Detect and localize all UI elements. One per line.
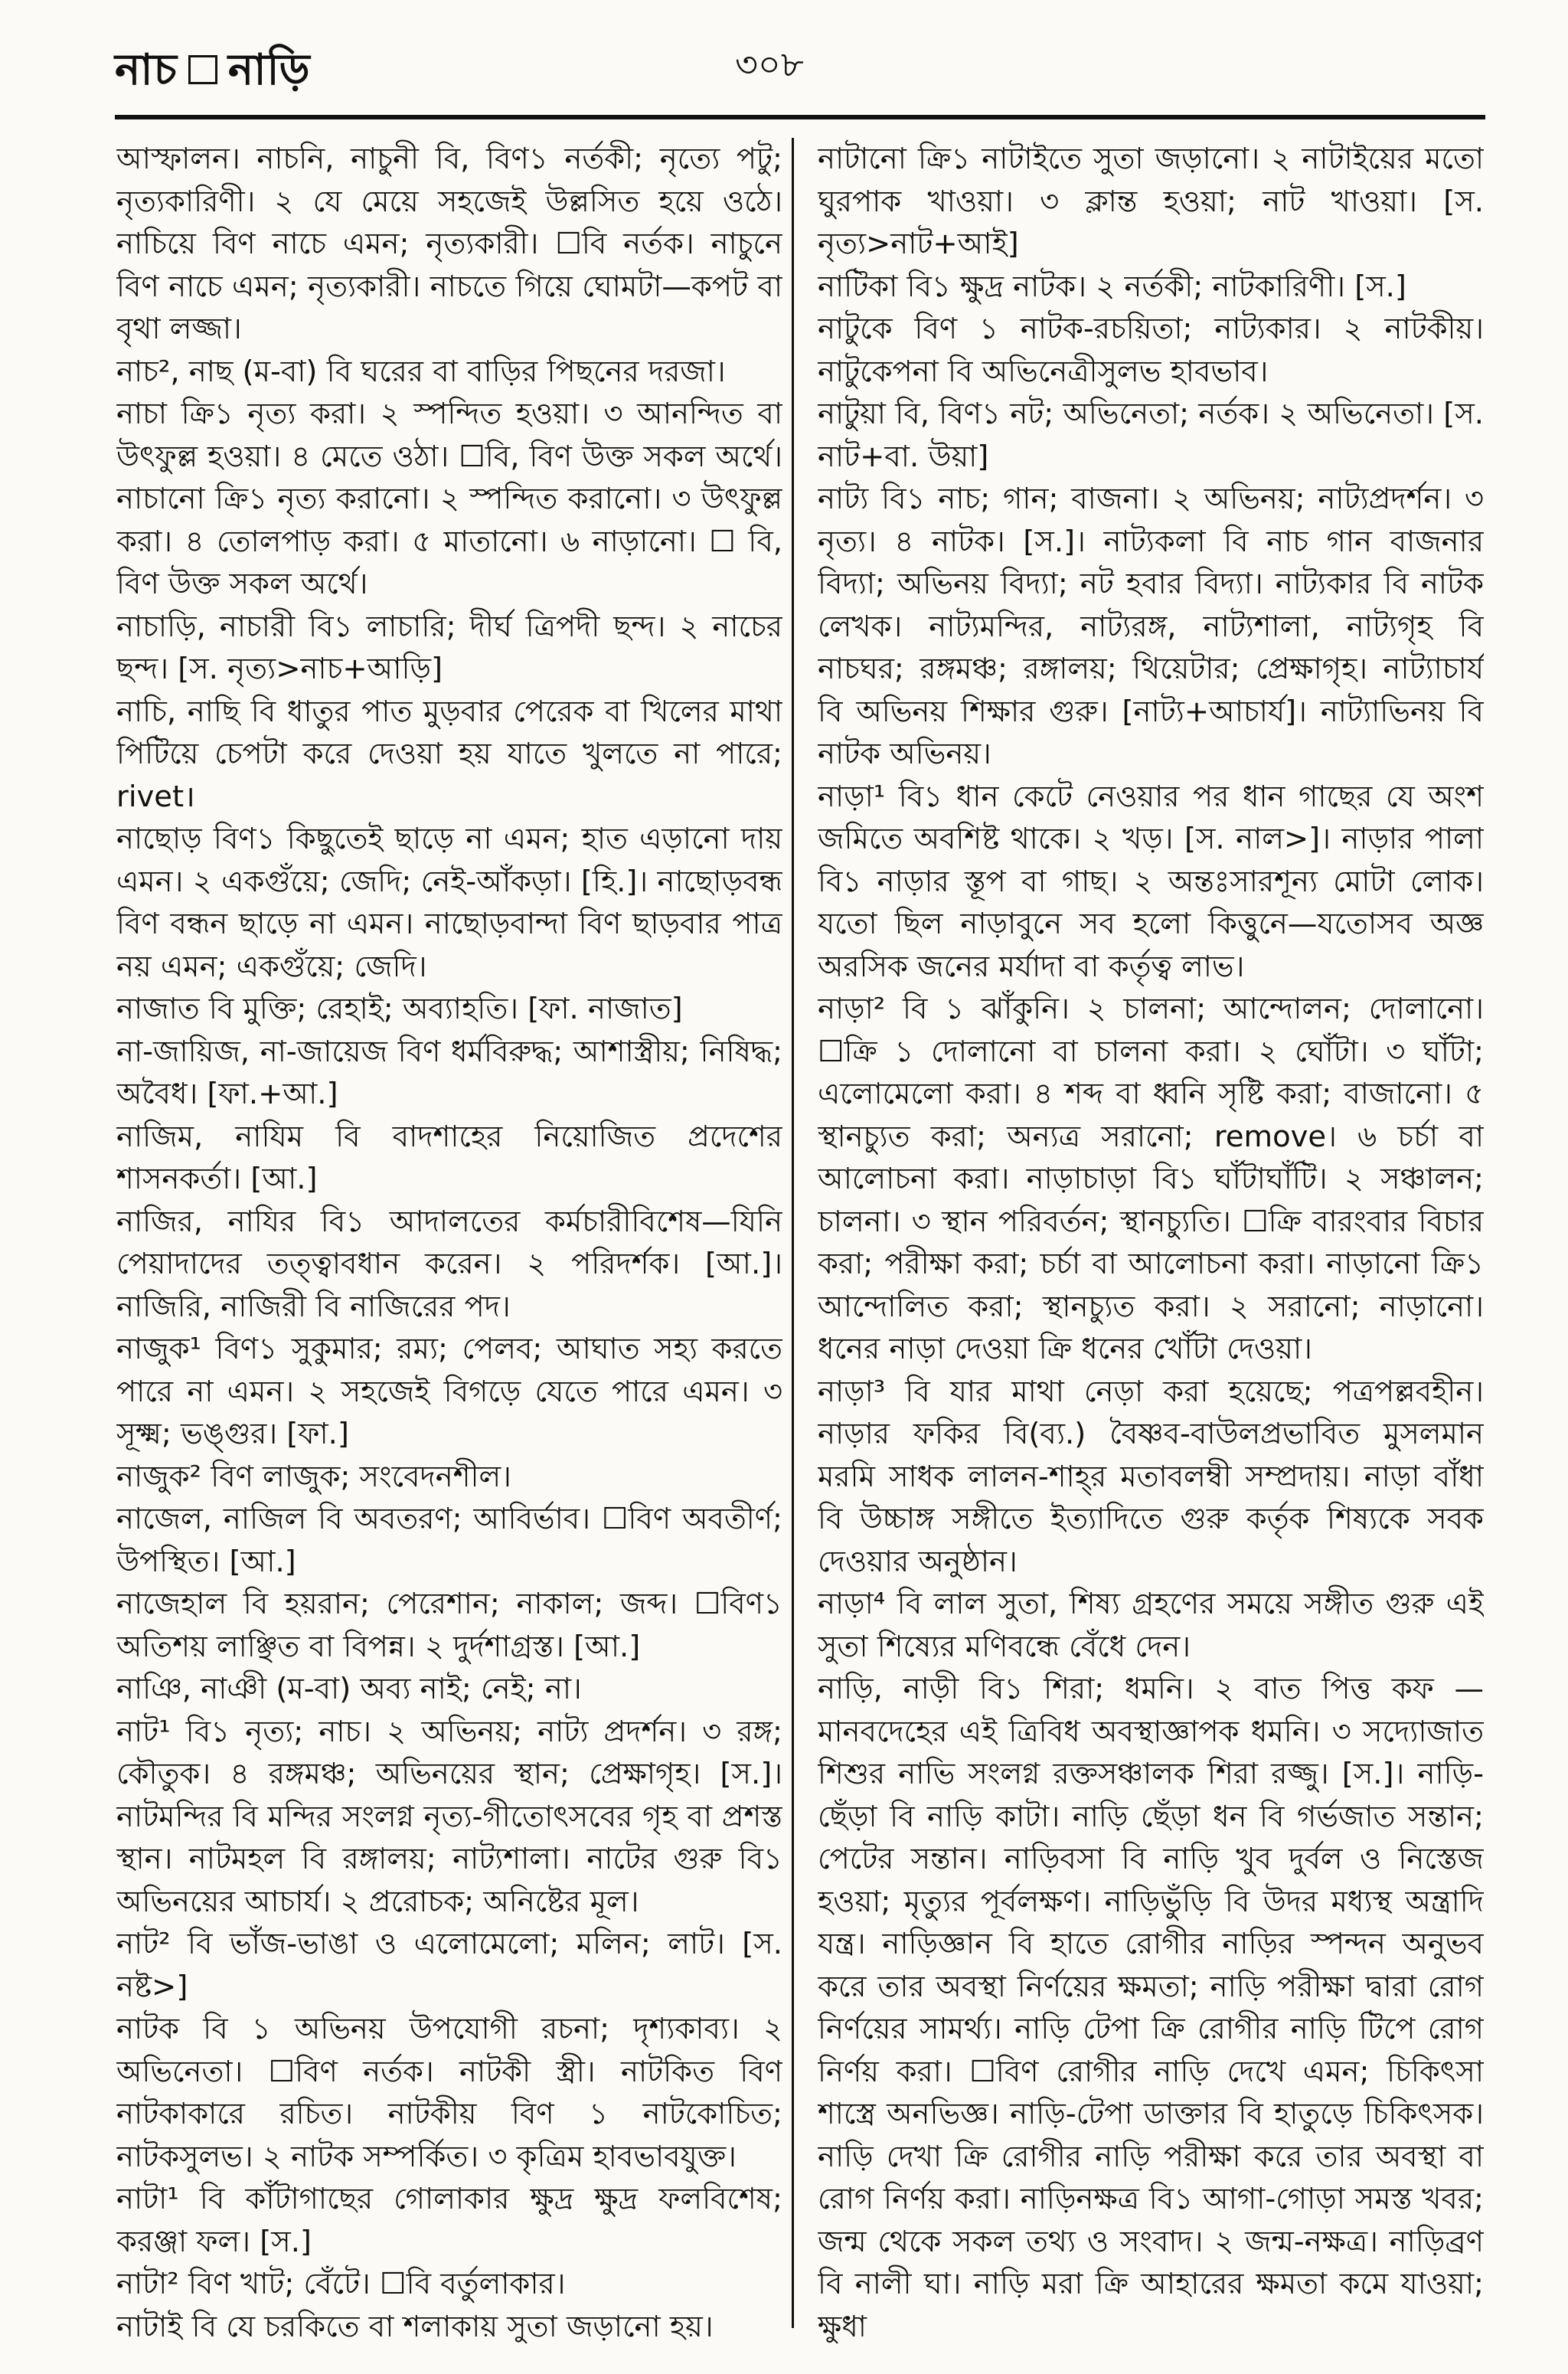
- entry: নাড়া⁴ বি লাল সুতা, শিষ্য গ্রহণের সময়ে সঙ্গীত গুরু এই সুতা শিষ্যের মণিবন্ধে বেঁধে দেন।: [818, 1587, 1484, 1664]
- square-separator-icon: [188, 55, 217, 84]
- entry: নাজুক² বিণ লাজুক; সংবেদনশীল।: [116, 1459, 511, 1494]
- column-divider: [792, 138, 794, 2328]
- entry: নাড়া³ বি যার মাথা নেড়া করা হয়েছে; পত্রপল্লবহীন। নাড়ার ফকির বি(ব্য.) বৈষ্ণব-বাউলপ্রভাবিত মুসলমান মরমি সাধক লালন-শাহ্‌র মতাবলম্বী সম্প্রদায়। নাড়া বাঁধা বি উচ্চাঙ্গ সঙ্গীতে ইত্যাদিতে গুরু কর্তৃক শিষ্যকে সবক দেওয়ার অনুষ্ঠান।: [818, 1374, 1484, 1579]
- page-number: ৩০৮: [735, 44, 804, 85]
- entry: নাটা¹ বি কাঁটাগাছের গোলাকার ক্ষুদ্র ক্ষুদ্র ফলবিশেষ; করঞ্জা ফল। [স.]: [116, 2182, 782, 2259]
- entry: নাজেল, নাজিল বি অবতরণ; আবির্ভাব। ☐বিণ অবতীর্ণ; উপস্থিত। [আ.]: [116, 1502, 782, 1579]
- entry: নাজাত বি মুক্তি; রেহাই; অব্যাহতি। [ফা. নাজাত]: [116, 992, 683, 1026]
- entry: নাটিকা বি১ ক্ষুদ্র নাটক। ২ নর্তকী; নাটকারিণী। [স.]: [818, 269, 1406, 304]
- entry: নাটুকে বিণ ১ নাটক-রচয়িতা; নাট্যকার। ২ নাটকীয়। নাটুকেপনা বি অভিনেত্রীসুলভ হাবভাব।: [818, 312, 1484, 389]
- entry: নাটাই বি যে চরকিতে বা শলাকায় সুতা জড়ানো হয়।: [116, 2309, 714, 2343]
- entry: নাটুয়া বি, বিণ১ নট; অভিনেতা; নর্তক। ২ অভিনেতা। [স. নাট+বা. উয়া]: [818, 397, 1484, 474]
- page-header: [115, 15, 1485, 107]
- running-head: [115, 37, 311, 109]
- entry: নাট² বি ভাঁজ-ভাঙা ও এলোমেলো; মলিন; লাট। [স. নষ্ট>]: [116, 1927, 782, 2004]
- entry: নাঞি, নাঞী (ম-বা) অব্য নাই; নেই; না।: [116, 1672, 582, 1706]
- header-rule: [115, 115, 1485, 119]
- entry: নাটানো ক্রি১ নাটাইতে সুতা জড়ানো। ২ নাটাইয়ের মতো ঘুরপাক খাওয়া। ৩ ক্লান্ত হওয়া; নাট খাওয়া। [স. নৃত্য>নাট+আই]: [818, 142, 1484, 261]
- entry: নাট্য বি১ নাচ; গান; বাজনা। ২ অভিনয়; নাট্যপ্রদর্শন। ৩ নৃত্য। ৪ নাটক। [স.]। নাট্যকলা বি নাচ গান বাজনার বিদ্যা; অভিনয় বিদ্যা; নট হবার বিদ্যা। নাট্যকার বি নাটক লেখক। নাট্যমন্দির, নাট্যরঙ্গ, নাট্যশালা, নাট্যগৃহ বি নাচঘর; রঙ্গমঞ্চ; রঙ্গালয়; থিয়েটার; প্রেক্ষাগৃহ। নাট্যাচার্য বি অভিনয় শিক্ষার গুরু। [নাট্য+আচার্য]। নাট্যাভিনয় বি নাটক অভিনয়।: [818, 482, 1484, 771]
- entry: নাটা² বিণ খাট; বেঁটে। ☐বি বর্তুলাকার।: [116, 2267, 566, 2301]
- entry: নাচি, নাছি বি ধাতুর পাত মুড়বার পেরেক বা খিলের মাথা পিটিয়ে চেপটা করে দেওয়া হয় যাতে খুলতে না পারে; rivet।: [116, 694, 782, 814]
- entry: নাটক বি ১ অভিনয় উপযোগী রচনা; দৃশ্যকাব্য। ২ অভিনেতা। ☐বিণ নর্তক। নাটকী স্ত্রী। নাটকিত বিণ নাটকাকারে রচিত। নাটকীয় বিণ ১ নাটকোচিত; নাটকসুলভ। ২ নাটক সম্পর্কিত। ৩ কৃত্রিম হাবভাবযুক্ত।: [116, 2012, 782, 2174]
- entry: নাজুক¹ বিণ১ সুকুমার; রম্য; পেলব; আঘাত সহ্য করতে পারে না এমন। ২ সহজেই বিগড়ে যেতে পারে এমন। ৩ সূক্ষ্ম; ভঙ্গুর। [ফা.]: [116, 1332, 782, 1451]
- entry: নাচাড়ি, নাচারী বি১ লাচারি; দীর্ঘ ত্রিপদী ছন্দ। ২ নাচের ছন্দ। [স. নৃত্য>নাচ+আড়ি]: [116, 609, 782, 686]
- entry: না-জায়িজ, না-জায়েজ বিণ ধর্মবিরুদ্ধ; আশাস্ত্রীয়; নিষিদ্ধ; অবৈধ। [ফা.+আ.]: [116, 1034, 782, 1111]
- entry: নাড়া¹ বি১ ধান কেটে নেওয়ার পর ধান গাছের যে অংশ জমিতে অবশিষ্ট থাকে। ২ খড়। [স. নাল>]। নাড়ার পালা বি১ নাড়ার স্তূপ বা গাছ। ২ অন্তঃসারশূন্য মোটা লোক। যতো ছিল নাড়াবুনে সব হলো কিত্তুনে—যতোসব অজ্ঞ অরসিক জনের মর্যাদা বা কর্তৃত্ব লাভ।: [818, 779, 1484, 984]
- entry: নাজিম, নাযিম বি বাদশাহের নিয়োজিত প্রদেশের শাসনকর্তা। [আ.]: [116, 1119, 782, 1196]
- entry: নাড়া² বি ১ ঝাঁকুনি। ২ চালনা; আন্দোলন; দোলানো। ☐ক্রি ১ দোলানো বা চালনা করা। ২ ঘোঁটা। ৩ ঘাঁটা; এলোমেলো করা। ৪ শব্দ বা ধ্বনি সৃষ্টি করা; বাজানো। ৫ স্থানচ্যুত করা; অন্যত্র সরানো; remove। ৬ চর্চা বা আলোচনা করা। নাড়াচাড়া বি১ ঘাঁটাঘাঁটি। ২ সঞ্চালন; চালনা। ৩ স্থান পরিবর্তন; স্থানচ্যুতি। ☐ক্রি বারংবার বিচার করা; পরীক্ষা করা; চর্চা বা আলোচনা করা। নাড়ানো ক্রি১ আন্দোলিত করা; স্থানচ্যুত করা। ২ সরানো; নাড়ানো। ধনের নাড়া দেওয়া ক্রি ধনের খোঁটা দেওয়া।: [818, 992, 1484, 1366]
- entry: নাট¹ বি১ নৃত্য; নাচ। ২ অভিনয়; নাট্য প্রদর্শন। ৩ রঙ্গ; কৌতুক। ৪ রঙ্গমঞ্চ; অভিনয়ের স্থান; প্রেক্ষাগৃহ। [স.]। নাটমন্দির বি মন্দির সংলগ্ন নৃত্য-গীতোৎসবের গৃহ বা প্রশস্ত স্থান। নাটমহল বি রঙ্গালয়; নাট্যশালা। নাটের গুরু বি১ অভিনয়ের আচার্য। ২ প্ররোচক; অনিষ্টের মূল।: [116, 1714, 782, 1919]
- guide-word-right: নাড়ি: [227, 45, 311, 95]
- guide-word-left: নাচ: [115, 45, 178, 95]
- column-left: [116, 138, 782, 2343]
- column-right: [818, 138, 1484, 2343]
- entry: নাছোড় বিণ১ কিছুতেই ছাড়ে না এমন; হাত এড়ানো দায় এমন। ২ একগুঁয়ে; জেদি; নেই-আঁকড়া। [হি.]। নাছোড়বন্ধ বিণ বন্ধন ছাড়ে না এমন। নাছোড়বান্দা বিণ ছাড়বার পাত্র নয় এমন; একগুঁয়ে; জেদি।: [116, 822, 782, 984]
- entry: নাজেহাল বি হয়রান; পেরেশান; নাকাল; জব্দ। ☐বিণ১ অতিশয় লাঞ্ছিত বা বিপন্ন। ২ দুর্দশাগ্রস্ত। [আ.]: [116, 1587, 782, 1664]
- entry: নাজির, নাযির বি১ আদালতের কর্মচারীবিশেষ—যিনি পেয়াদাদের তত্ত্বাবধান করেন। ২ পরিদর্শক। [আ.]। নাজিরি, নাজিরী বি নাজিরের পদ।: [116, 1204, 782, 1324]
- entry: নাচা ক্রি১ নৃত্য করা। ২ স্পন্দিত হওয়া। ৩ আনন্দিত বা উৎফুল্ল হওয়া। ৪ মেতে ওঠা। ☐বি, বিণ উক্ত সকল অর্থে। নাচানো ক্রি১ নৃত্য করানো। ২ স্পন্দিত করানো। ৩ উৎফুল্ল করা। ৪ তোলপাড় করা। ৫ মাতানো। ৬ নাড়ানো। ☐ বি, বিণ উক্ত সকল অর্থে।: [116, 397, 782, 601]
- entry: নাড়ি, নাড়ী বি১ শিরা; ধমনি। ২ বাত পিত্ত কফ — মানবদেহের এই ত্রিবিধ অবস্থাজ্ঞাপক ধমনি। ৩ সদ্যোজাত শিশুর নাভি সংলগ্ন রক্তসঞ্চালক শিরা রজ্জু। [স.]। নাড়ি-ছেঁড়া বি নাড়ি কাটা। নাড়ি ছেঁড়া ধন বি গর্ভজাত সন্তান; পেটের সন্তান। নাড়িবসা বি নাড়ি খুব দুর্বল ও নিস্তেজ হওয়া; মৃত্যুর পূর্বলক্ষণ। নাড়িভুঁড়ি বি উদর মধ্যস্থ অন্ত্রাদি যন্ত্র। নাড়িজ্ঞান বি হাতে রোগীর নাড়ির স্পন্দন অনুভব করে তার অবস্থা নির্ণয়ের ক্ষমতা; নাড়ি পরীক্ষা দ্বারা রোগ নির্ণয়ের সামর্থ্য। নাড়ি টেপা ক্রি রোগীর নাড়ি টিপে রোগ নির্ণয় করা। ☐বিণ রোগীর নাড়ি দেখে এমন; চিকিৎসা শাস্ত্রে অনভিজ্ঞ। নাড়ি-টেপা ডাক্তার বি হাতুড়ে চিকিৎসক। নাড়ি দেখা ক্রি রোগীর নাড়ি পরীক্ষা করে তার অবস্থা বা রোগ নির্ণয় করা। নাড়িনক্ষত্র বি১ আগা-গোড়া সমস্ত খবর; জন্ম থেকে সকল তথ্য ও সংবাদ। ২ জন্ম-নক্ষত্র। নাড়িব্রণ বি নালী ঘা। নাড়ি মরা ক্রি আহারের ক্ষমতা কমে যাওয়া; ক্ষুধা: [818, 1672, 1484, 2343]
- entry: নাচ², নাছ (ম-বা) বি ঘরের বা বাড়ির পিছনের দরজা।: [116, 354, 726, 389]
- entry: আস্ফালন। নাচনি, নাচুনী বি, বিণ১ নর্তকী; নৃত্যে পটু; নৃত্যকারিণী। ২ যে মেয়ে সহজেই উল্লসিত হয়ে ওঠে। নাচিয়ে বিণ নাচে এমন; নৃত্যকারী। ☐বি নর্তক। নাচুনে বিণ নাচে এমন; নৃত্যকারী। নাচতে গিয়ে ঘোমটা—কপট বা বৃথা লজ্জা।: [116, 142, 782, 346]
